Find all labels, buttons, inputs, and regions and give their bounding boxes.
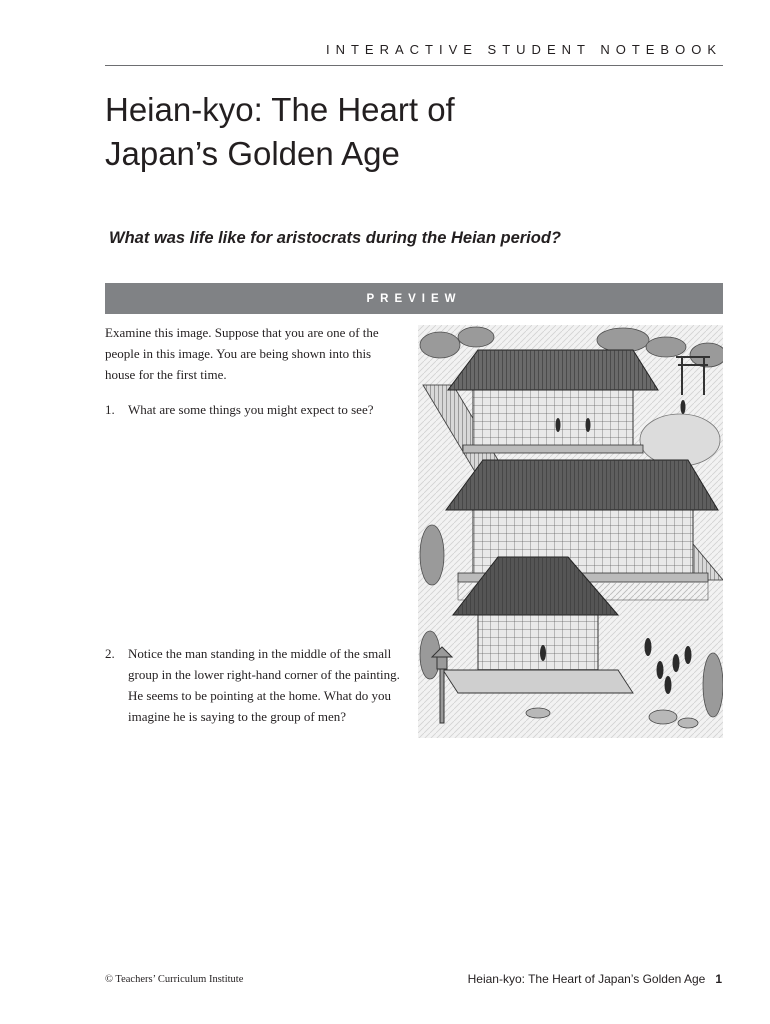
heian-mansion-illustration bbox=[418, 325, 723, 738]
header-divider bbox=[105, 65, 723, 66]
question-number: 2. bbox=[105, 646, 115, 661]
question-text: Notice the man standing in the middle of the small group in the lower right-hand corner of the painting. He seems to be pointing at the home. What do you imagine he is saying to the group of men? bbox=[128, 646, 400, 724]
footer-copyright: © Teachers’ Curriculum Institute bbox=[105, 974, 244, 985]
page-number: 1 bbox=[715, 972, 722, 986]
preview-banner bbox=[105, 283, 723, 314]
mansion-drawing bbox=[418, 325, 723, 738]
preview-label: PREVIEW bbox=[366, 292, 462, 305]
question-1 bbox=[105, 399, 400, 420]
page-title-line-1: Heian-kyo: The Heart of bbox=[105, 91, 455, 128]
footer-chapter-title: Heian-kyo: The Heart of Japan’s Golden Age bbox=[467, 972, 706, 986]
essential-question: What was life like for aristocrats during the Heian period? bbox=[109, 229, 562, 247]
page-title bbox=[105, 88, 705, 176]
garden-pond bbox=[640, 414, 720, 466]
question-2 bbox=[105, 643, 400, 727]
question-text: What are some things you might expect to see? bbox=[128, 402, 374, 417]
question-number: 1. bbox=[105, 402, 115, 417]
back-hall bbox=[448, 350, 658, 453]
page-title-line-2: Japan’s Golden Age bbox=[105, 135, 400, 172]
notebook-header: INTERACTIVE STUDENT NOTEBOOK bbox=[325, 42, 722, 57]
footer-page-info bbox=[468, 972, 722, 986]
preview-intro: Examine this image. Suppose that you are one of the people in this image. You are being shown into this house for the first time. bbox=[105, 325, 379, 382]
